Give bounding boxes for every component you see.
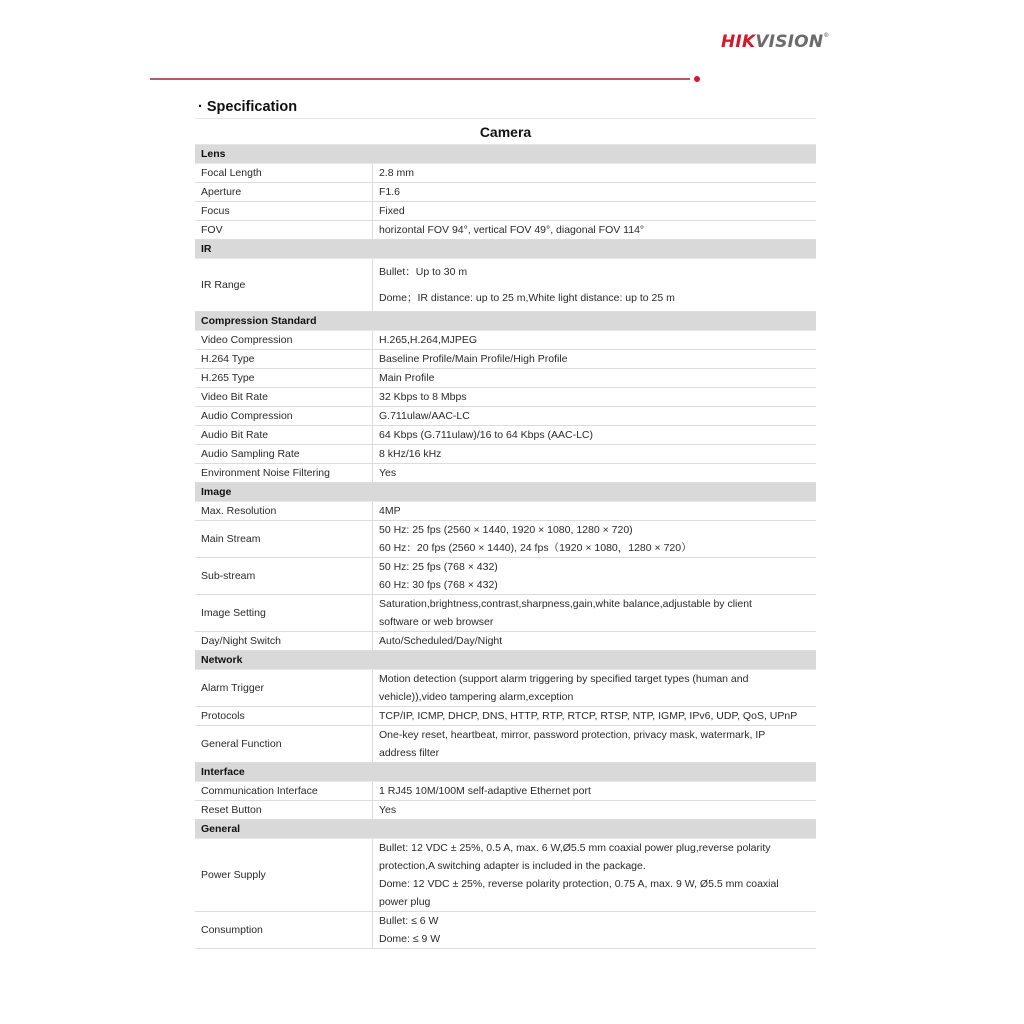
section-header-ir (195, 240, 816, 259)
spec-value-line: vehicle)),video tampering alarm,exception (379, 691, 574, 703)
spec-label: General Function (195, 726, 373, 763)
table-title-row (195, 119, 816, 145)
spec-value-line: 50 Hz: 25 fps (768 × 432) (379, 561, 498, 573)
spec-label: Audio Sampling Rate (195, 445, 373, 464)
spec-value (373, 202, 817, 221)
spec-value (373, 426, 817, 445)
spec-value (373, 331, 817, 350)
spec-label: Alarm Trigger (195, 670, 373, 707)
spec-value-line: F1.6 (379, 186, 401, 198)
spec-value-line: Yes (379, 804, 397, 816)
section-header-image (195, 483, 816, 502)
table-row (195, 839, 816, 912)
spec-label: Sub-stream (195, 558, 373, 595)
spec-value-line: 32 Kbps to 8 Mbps (379, 391, 467, 403)
spec-label: Main Stream (195, 521, 373, 558)
spec-value-line: Bullet: ≤ 6 W (379, 915, 439, 927)
section-title: Lens (195, 145, 816, 164)
spec-value-line: Motion detection (support alarm triggering by specified target types (human and (379, 673, 749, 685)
spec-value-line: 60 Hz: 30 fps (768 × 432) (379, 579, 498, 591)
spec-value (373, 707, 817, 726)
spec-label: Consumption (195, 912, 373, 949)
header-rule (150, 78, 690, 80)
spec-value-line: address filter (379, 747, 440, 759)
section-header-interface (195, 763, 816, 782)
spec-value-line: 4MP (379, 505, 401, 517)
table-row (195, 801, 816, 820)
table-row (195, 632, 816, 651)
spec-label: Max. Resolution (195, 502, 373, 521)
spec-value (373, 445, 817, 464)
spec-value-line: 2.8 mm (379, 167, 415, 179)
section-header-general (195, 820, 816, 839)
spec-label: Focus (195, 202, 373, 221)
section-header-lens (195, 145, 816, 164)
page-title: · Specification (198, 99, 298, 115)
table-row (195, 164, 816, 183)
spec-value-line: H.265,H.264,MJPEG (379, 334, 478, 346)
table-row (195, 202, 816, 221)
spec-label: Video Compression (195, 331, 373, 350)
spec-value-line: 64 Kbps (G.711ulaw)/16 to 64 Kbps (AAC-LC) (379, 429, 593, 441)
table-row (195, 221, 816, 240)
spec-label: Audio Bit Rate (195, 426, 373, 445)
spec-table (195, 118, 816, 949)
spec-value (373, 558, 817, 595)
spec-value-line: protection,A switching adapter is included in the package. (379, 860, 646, 872)
table-row (195, 369, 816, 388)
section-title: IR (195, 240, 816, 259)
hikvision-logo (721, 32, 829, 52)
table-row (195, 388, 816, 407)
spec-value (373, 912, 817, 949)
spec-value (373, 464, 817, 483)
table-row (195, 782, 816, 801)
table-title: Camera (195, 119, 816, 145)
spec-value-line: 60 Hz：20 fps (2560 × 1440), 24 fps（1920 × 1080，1280 × 720） (379, 542, 692, 554)
spec-value (373, 839, 817, 912)
spec-label: Image Setting (195, 595, 373, 632)
spec-value (373, 670, 817, 707)
spec-value (373, 183, 817, 202)
spec-value (373, 632, 817, 651)
spec-label: Reset Button (195, 801, 373, 820)
table-row (195, 521, 816, 558)
table-row (195, 726, 816, 763)
spec-value (373, 521, 817, 558)
section-title: Compression Standard (195, 312, 816, 331)
spec-value-line: horizontal FOV 94°, vertical FOV 49°, diagonal FOV 114° (379, 224, 645, 236)
table-row (195, 350, 816, 369)
spec-value (373, 164, 817, 183)
spec-value (373, 726, 817, 763)
spec-value-line: G.711ulaw/AAC-LC (379, 410, 470, 422)
table-row (195, 464, 816, 483)
spec-value-line: Bullet：Up to 30 m (379, 266, 468, 278)
spec-value-line: One-key reset, heartbeat, mirror, password protection, privacy mask, watermark, IP (379, 729, 766, 741)
spec-value (373, 369, 817, 388)
spec-value-line: Fixed (379, 205, 405, 217)
table-row (195, 707, 816, 726)
table-row (195, 426, 816, 445)
spec-value (373, 259, 817, 312)
table-row (195, 445, 816, 464)
logo-red-text: HIK (721, 32, 756, 52)
spec-label: FOV (195, 221, 373, 240)
spec-label: Video Bit Rate (195, 388, 373, 407)
spec-value-line: Main Profile (379, 372, 435, 384)
spec-label: H.265 Type (195, 369, 373, 388)
table-row (195, 595, 816, 632)
spec-label: IR Range (195, 259, 373, 312)
spec-value-line: Dome；IR distance: up to 25 m,White light distance: up to 25 m (379, 292, 675, 304)
logo-gray-text: VISION (755, 32, 824, 52)
spec-value-line: Dome: 12 VDC ± 25%, reverse polarity protection, 0.75 A, max. 9 W, Ø5.5 mm coaxial (379, 878, 779, 890)
spec-label: Audio Compression (195, 407, 373, 426)
table-row (195, 502, 816, 521)
spec-label: Protocols (195, 707, 373, 726)
header-rule-dot (694, 76, 700, 82)
spec-value-line: Dome: ≤ 9 W (379, 933, 441, 945)
spec-value (373, 221, 817, 240)
spec-value-line: 1 RJ45 10M/100M self-adaptive Ethernet port (379, 785, 591, 797)
section-header-compression-standard (195, 312, 816, 331)
spec-value-line: power plug (379, 896, 431, 908)
table-row (195, 331, 816, 350)
spec-value (373, 595, 817, 632)
spec-value-line: TCP/IP, ICMP, DHCP, DNS, HTTP, RTP, RTCP, RTSP, NTP, IGMP, IPv6, UDP, QoS, UPnP (379, 710, 798, 722)
section-title: Network (195, 651, 816, 670)
spec-value-line: Saturation,brightness,contrast,sharpness,gain,white balance,adjustable by client (379, 598, 752, 610)
section-header-network (195, 651, 816, 670)
spec-value (373, 801, 817, 820)
spec-value-line: Baseline Profile/Main Profile/High Profile (379, 353, 568, 365)
spec-label: Focal Length (195, 164, 373, 183)
spec-label: Communication Interface (195, 782, 373, 801)
spec-value-line: Bullet: 12 VDC ± 25%, 0.5 A, max. 6 W,Ø5.5 mm coaxial power plug,reverse polarity (379, 842, 771, 854)
section-title: Interface (195, 763, 816, 782)
spec-value-line: Yes (379, 467, 397, 479)
spec-label: Day/Night Switch (195, 632, 373, 651)
section-title: Image (195, 483, 816, 502)
spec-value-line: 50 Hz: 25 fps (2560 × 1440, 1920 × 1080, 1280 × 720) (379, 524, 633, 536)
spec-value (373, 350, 817, 369)
spec-value-line: software or web browser (379, 616, 494, 628)
table-row (195, 912, 816, 949)
spec-label: Power Supply (195, 839, 373, 912)
table-row (195, 670, 816, 707)
table-row (195, 183, 816, 202)
registered-mark: ® (823, 32, 830, 39)
table-row (195, 558, 816, 595)
spec-label: Aperture (195, 183, 373, 202)
section-title: General (195, 820, 816, 839)
spec-value-line: 8 kHz/16 kHz (379, 448, 442, 460)
spec-label: Environment Noise Filtering (195, 464, 373, 483)
spec-value (373, 502, 817, 521)
spec-label: H.264 Type (195, 350, 373, 369)
table-row (195, 259, 816, 312)
spec-value (373, 388, 817, 407)
spec-value-line: Auto/Scheduled/Day/Night (379, 635, 503, 647)
spec-value (373, 407, 817, 426)
table-row (195, 407, 816, 426)
spec-value (373, 782, 817, 801)
